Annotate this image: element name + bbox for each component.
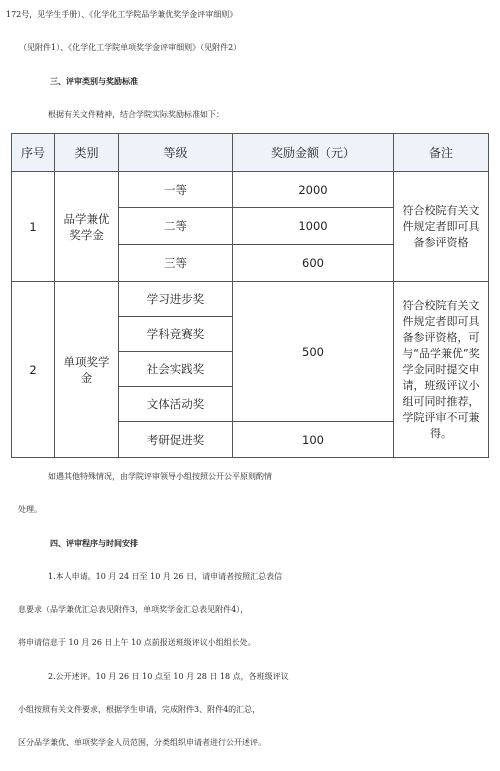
row-amount: 1000 xyxy=(233,208,394,245)
paragraph-2-line-2: 小组按照有关文件要求，根据学生申请，完成附件3、附件4的汇总， xyxy=(18,705,261,714)
row-note: 符合校院有关文件规定者即可具备参评资格 xyxy=(394,172,489,282)
header-amount: 奖励金额（元） xyxy=(233,134,394,172)
header-category: 类别 xyxy=(55,134,119,172)
text-line-2: （见附件1）、《化学化工学院单项奖学金评审细则》（见附件2） xyxy=(19,43,242,52)
table-row xyxy=(12,172,489,208)
row-category: 品学兼优奖学金 xyxy=(55,172,119,282)
row-level: 二等 xyxy=(119,208,233,245)
paragraph-1-line-1: 1.本人申请。10 月 24 日至 10 月 26 日，请申请者按照汇总表信 xyxy=(48,572,283,581)
table-header-row xyxy=(12,134,489,172)
row-level: 考研促进奖 xyxy=(119,422,233,458)
table-row xyxy=(12,282,489,317)
row-category: 单项奖学金 xyxy=(55,282,119,458)
paragraph-1-line-3: 将申请信息于 10 月 26 日上午 10 点前报送班级评议小组组长处。 xyxy=(18,638,256,647)
row-note: 符合校院有关文件规定者即可具备参评资格，可与“品学兼优”奖学金同时提交申请，班级评议小组可同时推荐，学院评审不可兼得。 xyxy=(394,282,489,458)
row-amount: 600 xyxy=(233,245,394,282)
section-heading-4: 四、评审程序与时间安排 xyxy=(50,539,138,548)
text-after-table-1: 如遇其他特殊情况，由学院评审领导小组按照公开公平原则酌情 xyxy=(48,472,272,481)
text-after-table-2: 处理。 xyxy=(18,505,42,514)
row-level: 社会实践奖 xyxy=(119,352,233,387)
row-level: 学习进步奖 xyxy=(119,282,233,317)
paragraph-2-line-1: 2.公开述评。10 月 26 日 10 点至 10 月 28 日 18 点，各班级评议 xyxy=(48,672,289,681)
row-level: 文体活动奖 xyxy=(119,387,233,422)
section-heading-3: 三、评审类别与奖励标准 xyxy=(50,77,138,86)
row-level: 三等 xyxy=(119,245,233,282)
header-note: 备注 xyxy=(394,134,489,172)
row-no: 1 xyxy=(12,172,55,282)
text-line-3: 根据有关文件精神，结合学院实际奖励标准如下： xyxy=(48,110,224,119)
row-amount: 2000 xyxy=(233,172,394,208)
header-no: 序号 xyxy=(12,134,55,172)
paragraph-2-line-3: 区分品学兼优、单项奖学金人员范围，分类组织申请者进行公开述评。 xyxy=(18,738,266,747)
row-level: 一等 xyxy=(119,172,233,208)
header-level: 等级 xyxy=(119,134,233,172)
row-amount: 100 xyxy=(233,422,394,458)
award-table xyxy=(11,133,489,458)
text-line-1: 172号，见学生手册）、《化学化工学院品学兼优奖学金评审细则》 xyxy=(6,10,238,19)
row-no: 2 xyxy=(12,282,55,458)
paragraph-1-line-2: 息要求（品学兼优汇总表见附件3，单项奖学金汇总表见附件4）， xyxy=(18,605,249,614)
row-level: 学科竞赛奖 xyxy=(119,317,233,352)
row-amount: 500 xyxy=(233,282,394,422)
